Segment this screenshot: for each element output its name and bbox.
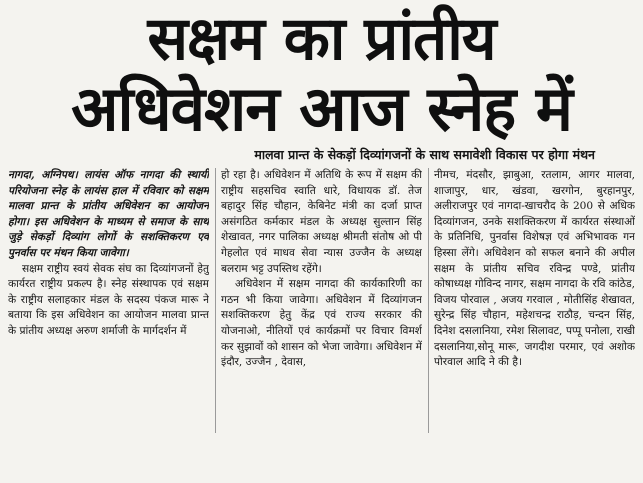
article-column-2: [215, 168, 422, 433]
headline: [8, 4, 635, 144]
article-column-3: [428, 168, 635, 433]
column-1-paragraph: सक्षम राष्ट्रीय स्वयं सेवक संघ का दिव्यांगजनों हेतु कार्यरत राष्ट्रीय प्रकल्प है। स्नेह संस्थापक एवं सक्षम के राष्ट्रीय सलाहकार मंडल के सदस्य पंकज मारू ने बताया कि इस अधिवेशन का आयोजन मालवा प्रान्त के प्रांतीय अध्यक्ष अरुण शर्माजी के मार्गदर्शन में: [8, 262, 209, 337]
column-2-paragraph-1: हो रहा है। अधिवेशन में अतिथि के रूप में सक्षम की राष्ट्रीय सहसचिव स्वाति धारे, विधायक डॉ. तेज बहादुर सिंह चौहान, केबिनेट मंत्री का दर्जा प्राप्त असंगठित कर्मकार मंडल के अध्यक्ष सुल्तान सिंह शेखावत, नगर पालिका अध्यक्ष श्रीमती संतोष ओ पी गेहलोत एवं माधव सेवा न्यास उज्जैन के अध्यक्ष बलराम भट्ट उपस्तिथ रहेंगे।: [221, 169, 422, 275]
lead-paragraph: [8, 168, 209, 262]
lead-text: लायंस ऑफ नागदा की स्थायी परियोजना स्नेह के लायंस हाल में रविवार को सक्षम मालवा प्रान्त के प्रांतीय अधिवेशन का आयोजन होगा। इस अधिवेशन के माध्यम से समाज के साथ जुड़े सेकड़ों दिव्यांग लोगों के सशक्तिकरण एवं पुनर्वास पर मंथन किया जावेगा।: [8, 169, 209, 259]
headline-line-1: सक्षम का प्रांतीय: [147, 4, 496, 74]
article-column-1: [8, 168, 209, 433]
subheadline: मालवा प्रान्त के सेकड़ों दिव्यांगजनों के साथ समावेशी विकास पर होगा मंथन: [254, 147, 595, 162]
headline-line-2: अधिवेशन आज स्नेह में: [71, 72, 572, 145]
column-2-paragraph-2: अधिवेशन में सक्षम नागदा की कार्यकारिणी का गठन भी किया जावेगा। अधिवेशन में दिव्यांगजन सशक्तिकरण हेतु केंद्र एवं राज्य सरकार की योजनाओ, नीतियों एवं कार्यक्रमों पर विचार विमर्श कर सुझावों को शासन को भेजा जावेगा। अधिवेशन में इंदौर, उज्जैन , देवास,: [221, 278, 422, 369]
dateline: नागदा, अग्निपथ।: [8, 169, 78, 181]
column-3-paragraph-1: नीमच, मंदसौर, झाबुआ, रतलाम, आगर मालवा, शाजापुर, धार, खंडवा, खरगोन, बुरहानपुर, अलीराजपुर एवं नागदा-खाचरौद के 200 से अधिक दिव्यांगजन, उनके सशक्तिकरण में कार्यरत संस्थाओं के प्रतिनिधि, पुनर्वास विशेषज्ञ एवं अभिभावक गन हिस्सा लेंगे। अधिवेशन को सफल बनाने की अपील सक्षम के प्रांतीय सचिव रविन्द्र पण्डे, प्रांतीय कोषाध्यक्ष गोविन्द नागर, सक्षम नागदा के रवि कांठेड, विजय पोरवाल , अजय गरवाल , मोतीसिंह शेखावत, सुरेन्द्र सिंह चौहान, महेशचन्द्र राठौड़, चन्दन सिंह, दिनेश दसलानिया, रमेश सिलावट, पप्पू पनोला, राखी दसलानिया,सोनू मारू, जगदीश परमार, एवं अशोक पोरवाल आदि ने की है।: [434, 169, 635, 369]
article-body: [8, 168, 635, 433]
